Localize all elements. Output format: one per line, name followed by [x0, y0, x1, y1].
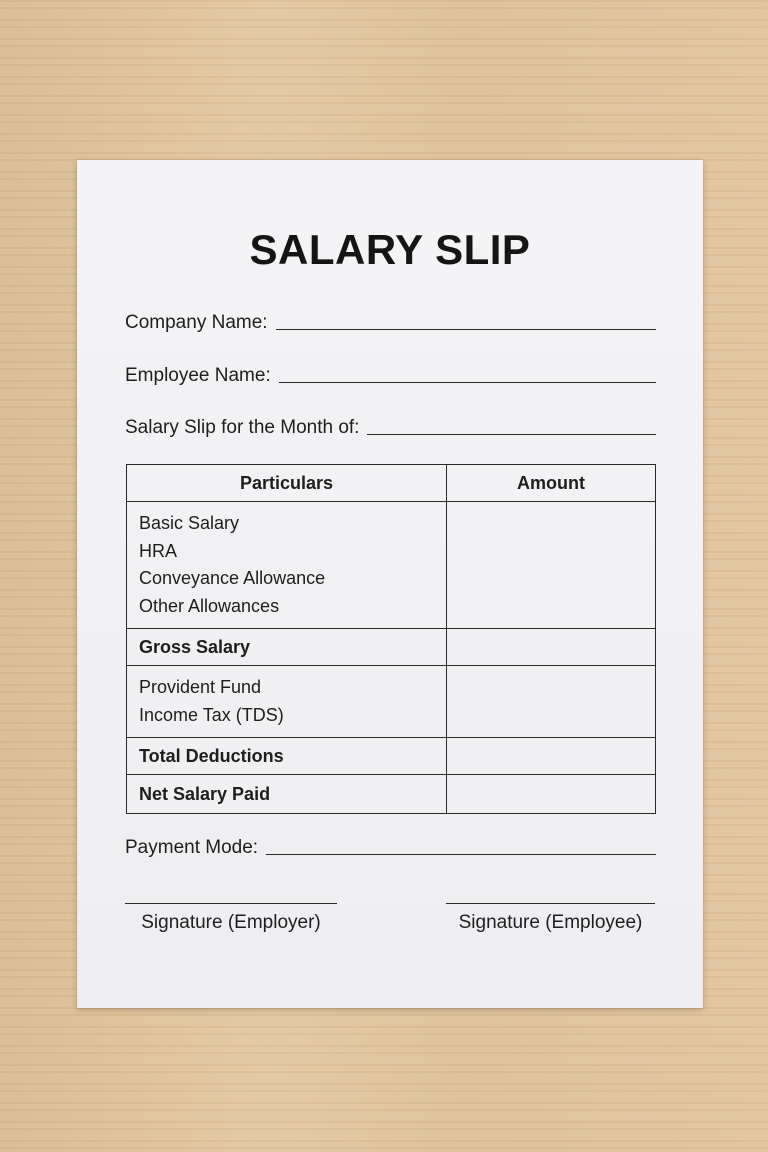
- employee-name-blank-line[interactable]: [279, 382, 656, 383]
- total-deductions-label: Total Deductions: [127, 738, 447, 775]
- table-header-row: [127, 465, 656, 502]
- company-name-label: Company Name:: [125, 312, 268, 333]
- employer-signature-label: Signature (Employer): [141, 912, 321, 933]
- salary-table: [126, 464, 656, 814]
- amount-header: Amount: [447, 465, 656, 502]
- employer-signature-line[interactable]: [125, 903, 337, 904]
- employee-signature-block: [446, 903, 655, 934]
- gross-salary-row: [127, 629, 656, 666]
- particulars-header: Particulars: [127, 465, 447, 502]
- deductions-amount-cell[interactable]: [447, 666, 656, 738]
- employee-signature-label: Signature (Employee): [458, 912, 643, 933]
- company-name-field: [125, 312, 656, 334]
- employee-signature-line[interactable]: [446, 903, 655, 904]
- earning-other-allowances: Other Allowances: [139, 595, 280, 616]
- earning-hra: HRA: [139, 540, 178, 561]
- earnings-items: [127, 502, 447, 629]
- month-label: Salary Slip for the Month of:: [125, 417, 360, 438]
- deductions-row: [127, 666, 656, 738]
- earning-basic-salary: Basic Salary: [139, 513, 240, 533]
- document-title: SALARY SLIP: [249, 226, 531, 273]
- month-blank-line[interactable]: [367, 434, 656, 435]
- deduction-provident-fund: Provident Fund: [139, 677, 262, 697]
- total-deductions-row: [127, 738, 656, 775]
- net-salary-row: [127, 775, 656, 814]
- company-name-blank-line[interactable]: [276, 329, 656, 330]
- earning-conveyance-allowance: Conveyance Allowance: [139, 568, 326, 588]
- payment-mode-label: Payment Mode:: [125, 837, 259, 858]
- net-salary-label: Net Salary Paid: [127, 775, 447, 814]
- payment-mode-blank-line[interactable]: [266, 854, 656, 855]
- month-field: [125, 417, 656, 439]
- employer-signature-block: [125, 903, 337, 934]
- earnings-row: [127, 502, 656, 629]
- total-deductions-amount-cell[interactable]: [447, 738, 656, 775]
- employee-name-field: [125, 365, 656, 387]
- payment-mode-field: [125, 837, 656, 859]
- deductions-items: [127, 666, 447, 738]
- deduction-income-tax: Income Tax (TDS): [139, 704, 284, 725]
- gross-salary-amount-cell[interactable]: [447, 629, 656, 666]
- salary-slip-paper: [77, 160, 703, 1008]
- employee-name-label: Employee Name:: [125, 365, 271, 386]
- earnings-amount-cell[interactable]: [447, 502, 656, 629]
- gross-salary-label: Gross Salary: [127, 629, 447, 666]
- net-salary-amount-cell[interactable]: [447, 775, 656, 814]
